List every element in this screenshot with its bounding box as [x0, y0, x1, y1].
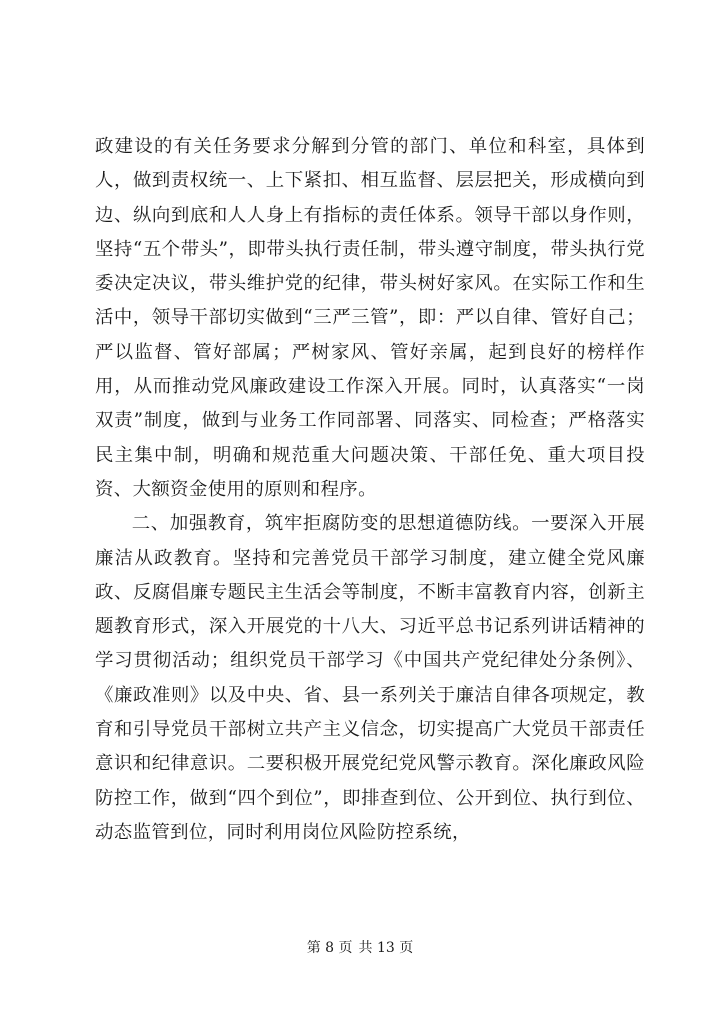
- page-total: 共 13 页: [358, 940, 414, 956]
- paragraph-section-two: 二、加强教育，筑牢拒腐防变的思想道德防线。一要深入开展廉洁从政教育。坚持和完善党员干部学习制度，建立健全党风廉政、反腐倡廉专题民主生活会等制度，不断丰富教育内容，创新主题教育形式，深入开展党的十八大、习近平总书记系列讲话精神的学习贯彻活动；组织党员干部学习《中国共产党纪律处分条例》、《廉政准则》以及中央、省、县一系列关于廉洁自律各项规定，教育和引导党员干部树立共产主义信念，切实提高广大党员干部责任意识和纪律意识。二要积极开展党纪党风警示教育。深化廉政风险防控工作，做到“四个到位”，即排查到位、公开到位、执行到位、动态监管到位，同时利用岗位风险防控系统，: [95, 513, 645, 843]
- page-number: 第 8 页: [306, 940, 353, 956]
- document-body: [95, 130, 645, 850]
- page-footer: [0, 938, 720, 958]
- paragraph-continued: 政建设的有关任务要求分解到分管的部门、单位和科室，具体到人，做到责权统一、上下紧扣、相互监督、层层把关，形成横向到边、纵向到底和人人身上有指标的责任体系。领导干部以身作则，坚持“五个带头”，即带头执行责任制，带头遵守制度，带头执行党委决定决议，带头维护党的纪律，带头树好家风。在实际工作和生活中，领导干部切实做到“三严三管”，即：严以自律、管好自己；严以监督、管好部属；严树家风、管好亲属，起到良好的榜样作用，从而推动党风廉政建设工作深入开展。同时，认真落实“一岗双责”制度，做到与业务工作同部署、同落实、同检查；严格落实民主集中制，明确和规范重大问题决策、干部任免、重大项目投资、大额资金使用的原则和程序。: [95, 136, 645, 500]
